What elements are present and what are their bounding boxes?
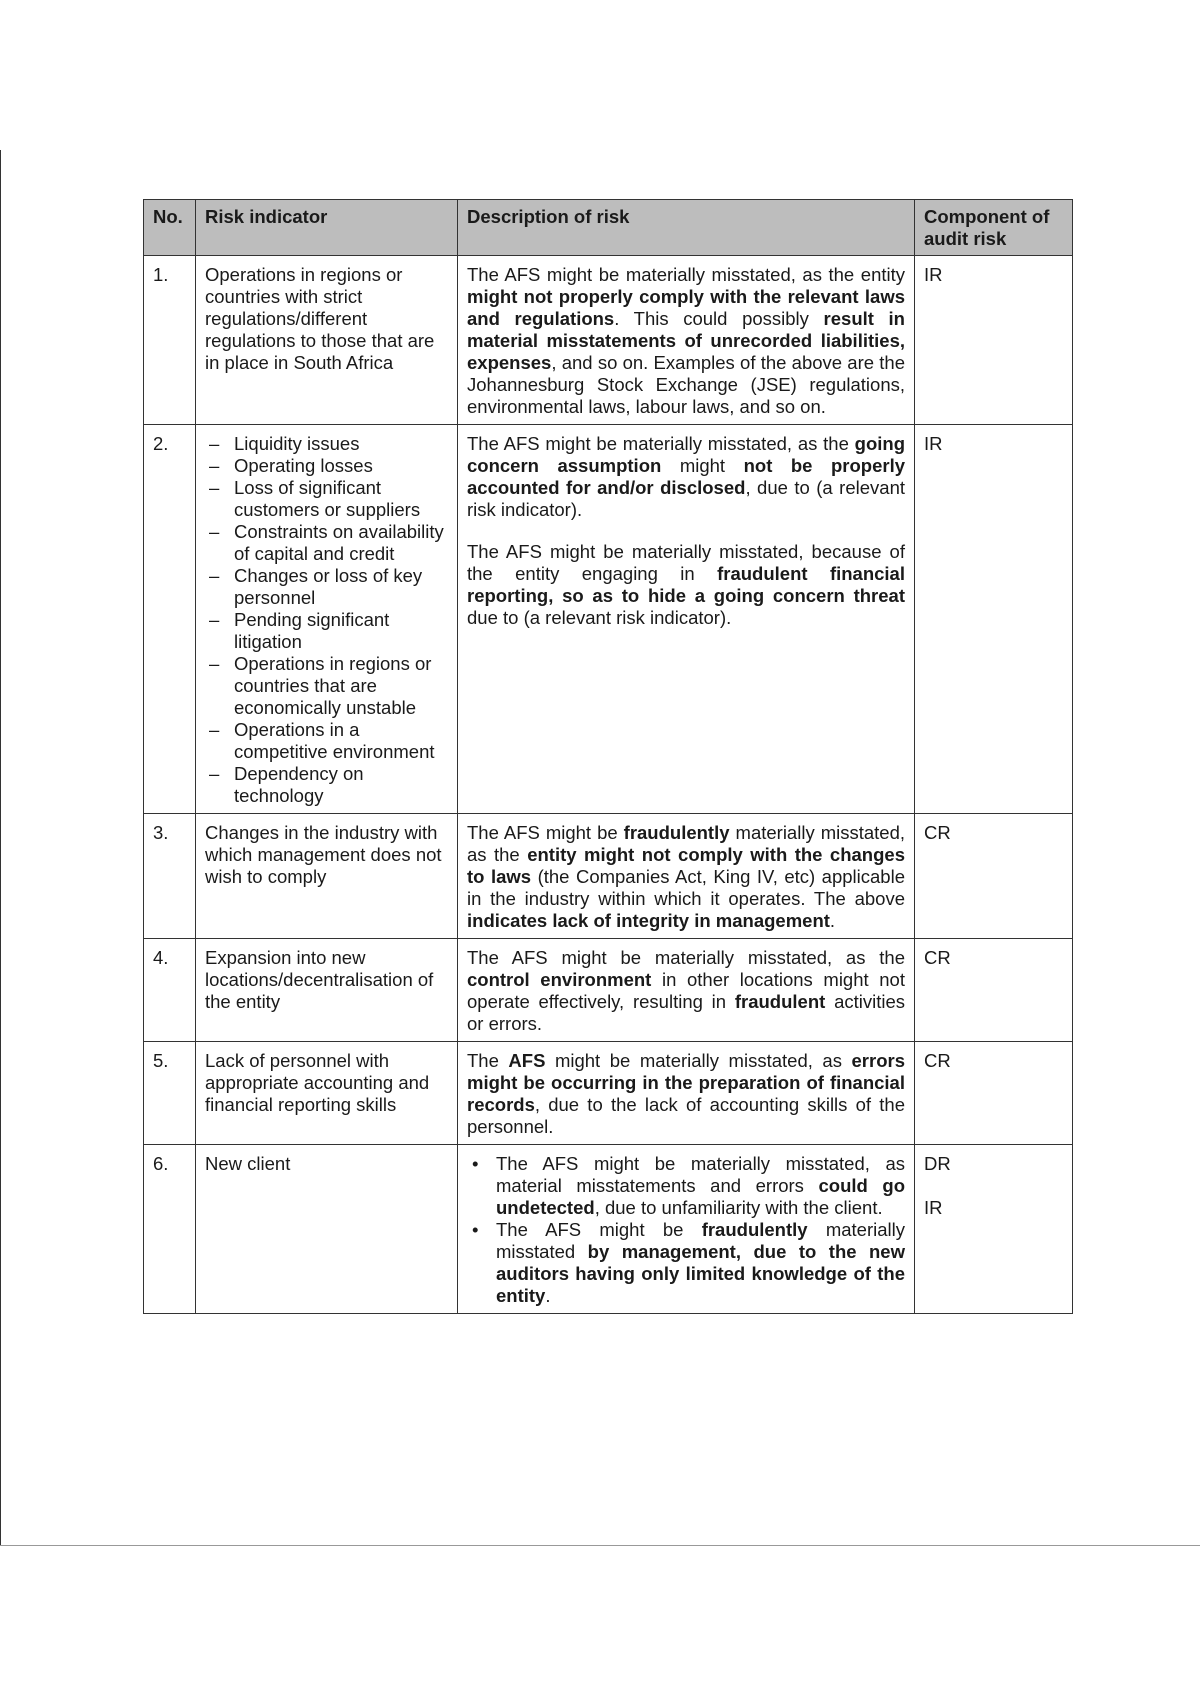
list-item: – Constraints on availability of capital and credit [205, 521, 448, 565]
bold-text: indicates lack of integrity in management [467, 910, 830, 931]
bold-text: might not properly comply with the relevant laws and regulations [467, 286, 905, 329]
text: . [829, 910, 836, 931]
list-item: – Liquidity issues [205, 433, 448, 455]
row-number: 3. [144, 814, 196, 939]
text: The AFS might be materially misstated, as the [467, 947, 905, 968]
list-item: – Operating losses [205, 455, 448, 477]
text: materially misstated, as the [467, 822, 905, 865]
row-number: 4. [144, 939, 196, 1042]
header-row [144, 200, 1073, 256]
bold-text: fraudulently [701, 1219, 808, 1240]
description-paragraph [467, 1050, 905, 1138]
description-paragraph [467, 822, 905, 932]
text: . [545, 1285, 551, 1306]
audit-risk-component [915, 1145, 1073, 1314]
description-paragraph [467, 947, 905, 1035]
text: The [467, 1050, 509, 1071]
list-item: – Operations in a competitive environment [205, 719, 448, 763]
header-description: Description of risk [458, 200, 915, 256]
component-code: CR [924, 947, 951, 968]
row-number: 6. [144, 1145, 196, 1314]
audit-risk-component [915, 425, 1073, 814]
text: might [661, 455, 744, 476]
risk-indicator: New client [196, 1145, 458, 1314]
list-item: – Operations in regions or countries that are economically unstable [205, 653, 448, 719]
table-row [144, 1145, 1073, 1314]
risk-description [458, 939, 915, 1042]
risk-description [458, 814, 915, 939]
header-component: Component of audit risk [915, 200, 1073, 256]
component-code: DR [924, 1153, 951, 1174]
list-item: – Loss of significant customers or suppliers [205, 477, 448, 521]
text: materially misstated [496, 1219, 905, 1262]
risk-indicator: Expansion into new locations/decentralisation of the entity [196, 939, 458, 1042]
risk-description [458, 1145, 915, 1314]
description-paragraph [467, 433, 905, 521]
table-row [144, 425, 1073, 814]
table-row [144, 1042, 1073, 1145]
audit-risk-component [915, 1042, 1073, 1145]
table-row [144, 814, 1073, 939]
row-number: 5. [144, 1042, 196, 1145]
risk-indicator [196, 425, 458, 814]
component-code: IR [924, 433, 943, 454]
bold-text: fraudulent financial reporting, so as to hide a going concern threat [467, 563, 905, 606]
list-item [467, 1153, 905, 1219]
table-row [144, 939, 1073, 1042]
bold-text: errors might be occurring in the preparation of financial records [467, 1050, 905, 1115]
text: , due to (a relevant risk indicator). [467, 477, 905, 520]
row-number: 2. [144, 425, 196, 814]
bold-text: by management, due to the new auditors having only limited knowledge of the entity [496, 1241, 905, 1306]
text: , due to unfamiliarity with the client. [594, 1197, 883, 1218]
audit-risk-component [915, 939, 1073, 1042]
list-item: – Pending significant litigation [205, 609, 448, 653]
risk-indicator-list [205, 433, 448, 807]
text: The AFS might be materially misstated, as the [467, 433, 855, 454]
row-number: 1. [144, 256, 196, 425]
text: (the Companies Act, King IV, etc) applicable in the industry within which it operates. The above [467, 866, 905, 909]
bold-text: entity might not comply with the changes to laws [467, 844, 905, 887]
bold-text: fraudulently [623, 822, 730, 843]
text: might be materially misstated, as [545, 1050, 852, 1071]
audit-risk-component [915, 814, 1073, 939]
text: , due to the lack of accounting skills of the personnel. [467, 1094, 905, 1137]
audit-risk-component [915, 256, 1073, 425]
header-risk-indicator: Risk indicator [196, 200, 458, 256]
text: The AFS might be materially misstated, because of the entity engaging in [467, 541, 905, 584]
bold-text: going concern assumption [467, 433, 905, 476]
component-code: IR [924, 264, 943, 285]
page-bottom-edge [0, 1545, 1200, 1546]
text: The AFS might be [467, 822, 624, 843]
component-code: CR [924, 822, 951, 843]
risk-indicator: Changes in the industry with which management does not wish to comply [196, 814, 458, 939]
component-code: IR [924, 1197, 943, 1218]
risk-description [458, 425, 915, 814]
bold-text: fraudulent [734, 991, 826, 1012]
text: The AFS might be materially misstated, as the entity [467, 264, 905, 285]
bold-text: could go undetected [496, 1175, 905, 1218]
bold-text: result in material misstatements of unrecorded liabilities, expenses [467, 308, 905, 373]
description-bullet-list [467, 1153, 905, 1307]
header-no: No. [144, 200, 196, 256]
text: . This could possibly [614, 308, 824, 329]
component-code: CR [924, 1050, 951, 1071]
text: The AFS might be [496, 1219, 702, 1240]
bold-text: control environment [467, 969, 652, 990]
bold-text: not be properly accounted for and/or disclosed [467, 455, 905, 498]
table-row [144, 256, 1073, 425]
risk-indicator: Lack of personnel with appropriate accounting and financial reporting skills [196, 1042, 458, 1145]
description-paragraph [467, 264, 905, 418]
list-item [467, 1219, 905, 1307]
text: due to (a relevant risk indicator). [467, 607, 732, 628]
bold-text: AFS [508, 1050, 546, 1071]
list-item: – Changes or loss of key personnel [205, 565, 448, 609]
text: The AFS might be materially misstated, as material misstatements and errors [496, 1153, 905, 1196]
description-paragraph [467, 541, 905, 629]
text: , and so on. Examples of the above are the Johannesburg Stock Exchange (JSE) regulations, environmental laws, labour laws, and so on. [467, 352, 905, 417]
text: activities or errors. [467, 991, 906, 1034]
risk-description [458, 256, 915, 425]
risk-description [458, 1042, 915, 1145]
risk-indicator: Operations in regions or countries with strict regulations/different regulations to those that are in place in South Africa [196, 256, 458, 425]
risk-table [143, 199, 1073, 1314]
text: in other locations might not operate effectively, resulting in [467, 969, 905, 1012]
page-left-edge [0, 150, 1, 1545]
list-item: – Dependency on technology [205, 763, 448, 807]
